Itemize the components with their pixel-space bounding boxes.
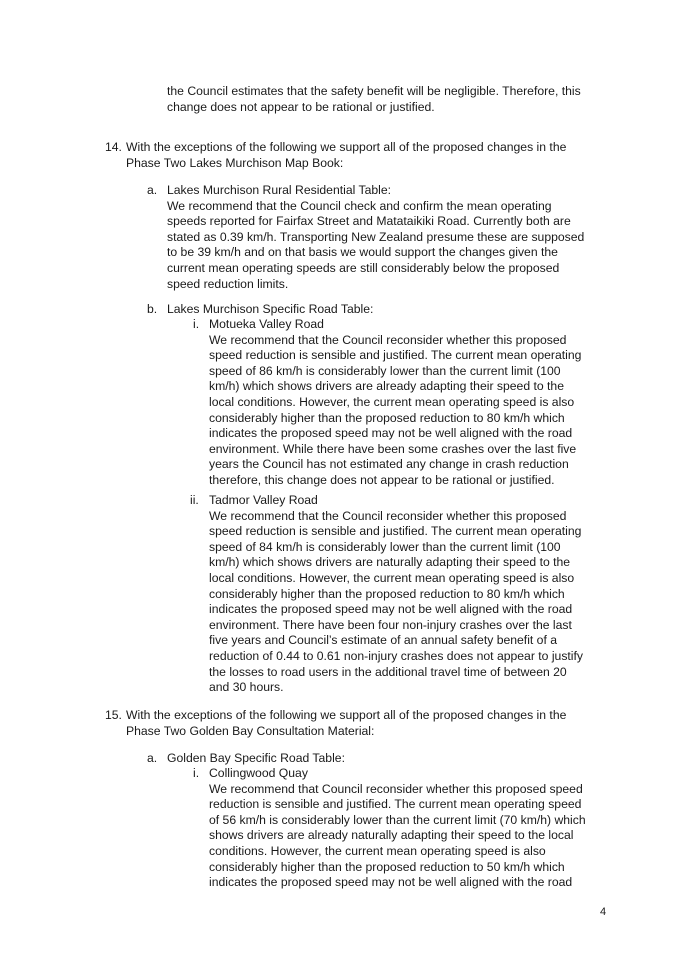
text-line: speed of 86 km/h is considerably lower than the current limit (100 (209, 363, 561, 378)
text-line: With the exceptions of the following we support all of the proposed changes in the (126, 708, 567, 722)
item-14b-ii-paragraph (209, 493, 583, 696)
item-14-number: 14. (105, 140, 122, 154)
text-line: considerably higher than the proposed reduction to 80 km/h which (209, 586, 565, 601)
text-line: indicates the proposed speed may not be well aligned with the road (209, 875, 573, 890)
item-14b-i-paragraph (209, 317, 581, 489)
text-line: five years and Council’s estimate of an annual safety benefit of a (209, 633, 558, 648)
text-line: considerably higher than the proposed reduction to 50 km/h which (209, 859, 565, 874)
text-line: change does not appear to be rational or justified. (167, 99, 435, 114)
text-line: conditions. However, the current mean operating speed is also (209, 843, 546, 858)
text-line: speed reduction limits. (167, 276, 289, 291)
subheading: Motueka Valley Road (209, 317, 324, 331)
intro-paragraph (167, 84, 581, 115)
item-14b-heading (167, 302, 373, 318)
item-14a-paragraph (167, 183, 584, 292)
text-line: the losses to road users in the additional travel time of between 20 (209, 664, 567, 679)
text-line: km/h) which shows drivers are naturally adapting their speed to the (209, 555, 571, 570)
text-line: shows drivers are already naturally adapting their speed to the local (209, 828, 574, 843)
subheading: Tadmor Valley Road (209, 493, 318, 507)
text-line: Phase Two Lakes Murchison Map Book: (126, 155, 344, 170)
subheading: Lakes Murchison Specific Road Table: (167, 302, 374, 316)
text-line: We recommend that Council reconsider whether this proposed speed (209, 781, 583, 796)
item-15-paragraph (126, 708, 566, 739)
text-line: to be 39 km/h and on that basis we would support the changes given the (167, 245, 558, 260)
item-15a-i-paragraph (209, 766, 586, 891)
text-line: With the exceptions of the following we support all of the proposed changes in the (126, 140, 567, 154)
text-line: environment. There have been four non-injury crashes over the last (209, 617, 572, 632)
item-15a-i-marker: i. (193, 766, 200, 780)
text-line: therefore, this change does not appear to be rational or justified. (209, 472, 555, 487)
text-line: local conditions. However, the current mean operating speed is also (209, 394, 575, 409)
text-line: Phase Two Golden Bay Consultation Material: (126, 723, 375, 738)
text-line: speed of 84 km/h is considerably lower than the current limit (100 (209, 539, 561, 554)
subheading: Collingwood Quay (209, 766, 308, 780)
item-14b-marker: b. (147, 302, 158, 316)
item-14-paragraph (126, 140, 566, 171)
item-14b-ii-marker: ii. (190, 493, 199, 507)
item-15-number: 15. (105, 708, 122, 722)
text-line: reduction is sensible and justified. The current mean operating speed (209, 797, 582, 812)
text-line: We recommend that the Council check and confirm the mean operating (167, 198, 552, 213)
text-line: km/h) which shows drivers are already adapting their speed to the (209, 379, 564, 394)
text-line: speeds reported for Fairfax Street and Matataikiki Road. Currently both are (167, 214, 571, 229)
item-14a-marker: a. (147, 183, 158, 197)
subheading: Lakes Murchison Rural Residential Table: (167, 183, 392, 197)
item-15a-heading (167, 751, 345, 767)
text-line: stated as 0.39 km/h. Transporting New Zealand presume these are supposed (167, 229, 585, 244)
text-line: considerably higher than the proposed reduction to 80 km/h which (209, 410, 565, 425)
item-15a-marker: a. (147, 751, 158, 765)
text-line: years the Council has not estimated any change in crash reduction (209, 457, 569, 472)
text-line: We recommend that the Council reconsider whether this proposed (209, 508, 567, 523)
text-line: local conditions. However, the current mean operating speed is also (209, 570, 575, 585)
text-line: indicates the proposed speed may not be well aligned with the road (209, 602, 573, 617)
text-line: speed reduction is sensible and justified. The current mean operating (209, 524, 582, 539)
text-line: We recommend that the Council reconsider whether this proposed (209, 332, 567, 347)
text-line: the Council estimates that the safety benefit will be negligible. Therefore, this (167, 84, 581, 98)
text-line: and 30 hours. (209, 680, 284, 695)
page-number: 4 (600, 906, 607, 918)
text-line: environment. While there have been some crashes over the last five (209, 441, 577, 456)
text-line: current mean operating speeds are still considerably below the proposed (167, 260, 560, 275)
text-line: reduction of 0.44 to 0.61 non-injury crashes does not appear to justify (209, 648, 583, 663)
item-14b-i-marker: i. (193, 317, 200, 331)
text-line: of 56 km/h is considerably lower than the current limit (70 km/h) which (209, 812, 586, 827)
text-line: speed reduction is sensible and justified. The current mean operating (209, 348, 582, 363)
text-line: indicates the proposed speed may not be well aligned with the road (209, 426, 573, 441)
subheading: Golden Bay Specific Road Table: (167, 751, 345, 765)
